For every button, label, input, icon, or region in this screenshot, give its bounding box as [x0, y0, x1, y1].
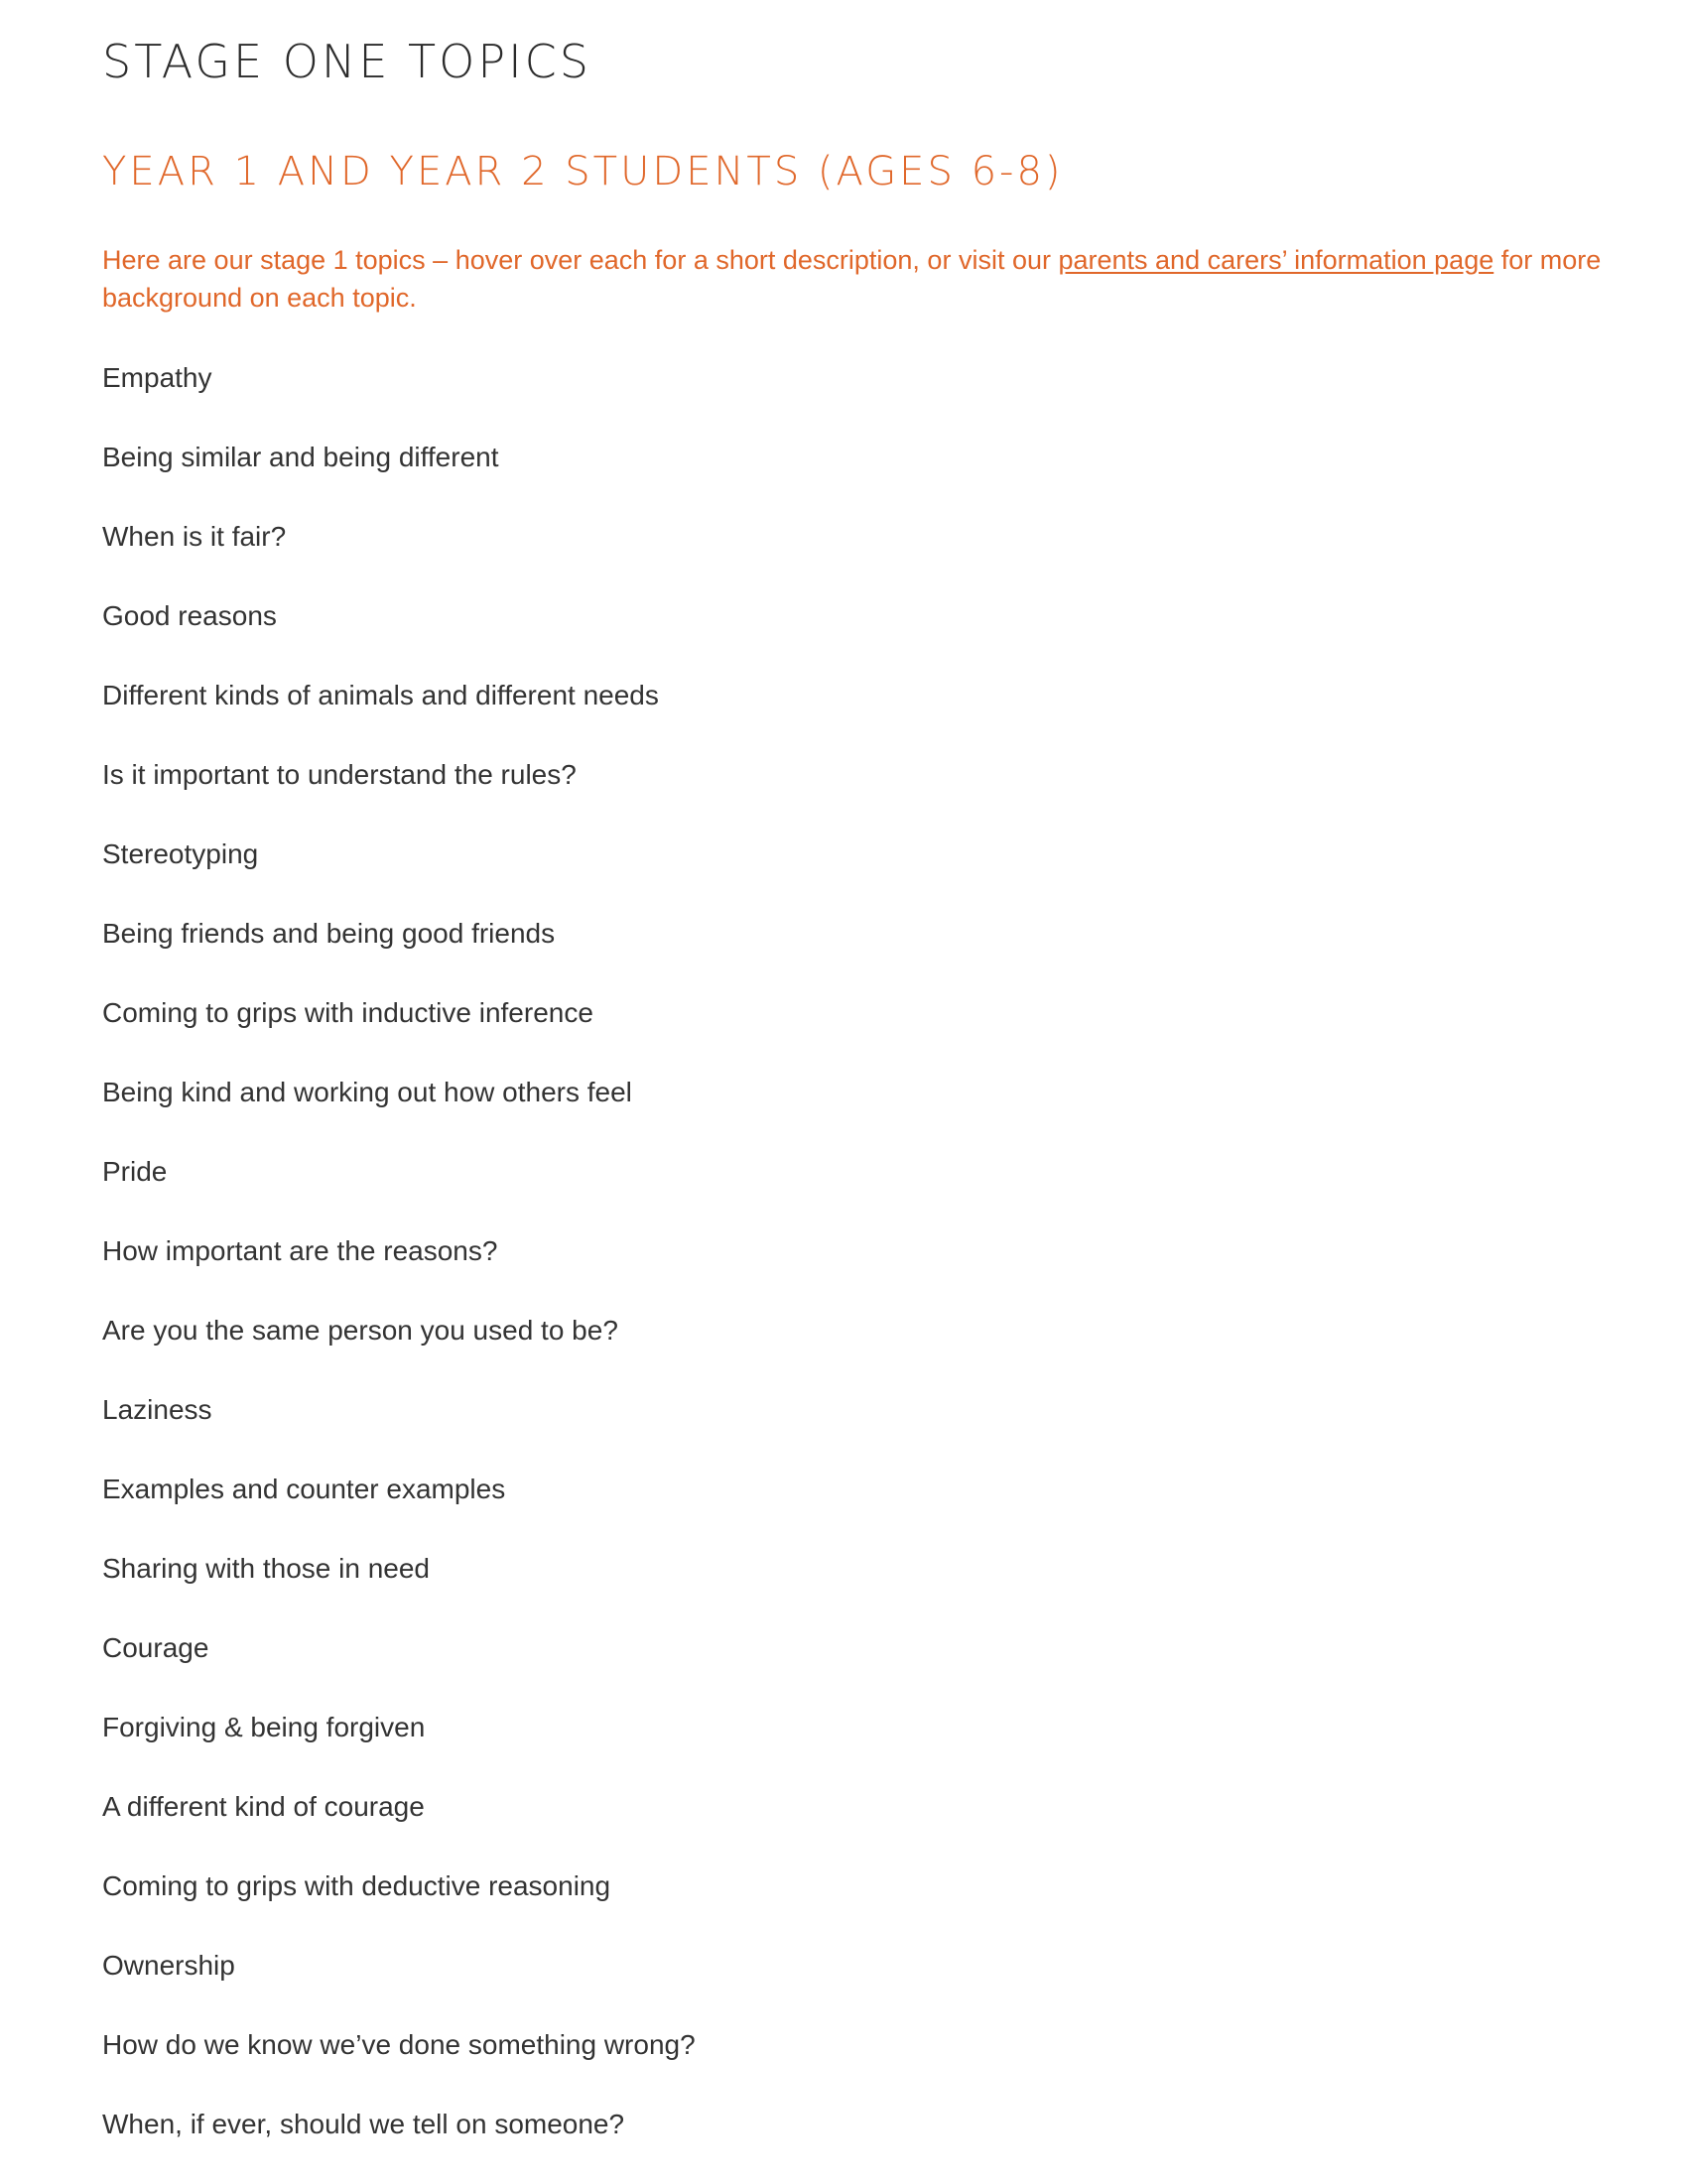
topic-item[interactable]: Is it important to understand the rules?	[102, 759, 577, 790]
topic-item[interactable]: Coming to grips with deductive reasoning	[102, 1870, 611, 1901]
topic-item[interactable]: Empathy	[102, 362, 212, 393]
topic-item[interactable]: Are you the same person you used to be?	[102, 1315, 618, 1346]
parents-carers-info-link[interactable]: parents and carers’ information page	[1058, 245, 1494, 275]
topic-item[interactable]: Pride	[102, 1156, 168, 1187]
topic-list	[102, 358, 696, 2184]
topic-item[interactable]: Coming to grips with inductive inference	[102, 997, 593, 1028]
topic-item[interactable]: Laziness	[102, 1394, 212, 1425]
topic-item[interactable]: Being similar and being different	[102, 442, 499, 472]
topic-item[interactable]: Good reasons	[102, 600, 277, 631]
intro-text-after: for more background on each topic.	[102, 245, 1602, 313]
topic-item[interactable]: Courage	[102, 1632, 209, 1663]
topic-item[interactable]: When, if ever, should we tell on someone?	[102, 2109, 625, 2139]
topic-item[interactable]: Stereotyping	[102, 838, 259, 869]
topic-item[interactable]: Examples and counter examples	[102, 1474, 506, 1504]
intro-paragraph	[102, 241, 1611, 317]
topic-item[interactable]: How do we know we’ve done something wrong?	[102, 2029, 696, 2060]
section-subtitle: YEAR 1 AND YEAR 2 STUDENTS (AGES 6-8)	[102, 149, 1064, 194]
topic-item[interactable]: Being friends and being good friends	[102, 918, 556, 949]
topic-item[interactable]: Different kinds of animals and different needs	[102, 680, 659, 710]
topic-item[interactable]: Being kind and working out how others feel	[102, 1077, 632, 1107]
topic-item[interactable]: Forgiving & being forgiven	[102, 1712, 426, 1742]
topic-item[interactable]: A different kind of courage	[102, 1791, 425, 1822]
topic-item[interactable]: Sharing with those in need	[102, 1553, 430, 1584]
page-title: STAGE ONE TOPICS	[102, 35, 591, 88]
topic-item[interactable]: How important are the reasons?	[102, 1235, 498, 1266]
topic-item[interactable]: When is it fair?	[102, 521, 287, 552]
intro-text-before: Here are our stage 1 topics – hover over each for a short description, or visit our	[102, 245, 1059, 275]
topic-item[interactable]: Ownership	[102, 1950, 235, 1981]
